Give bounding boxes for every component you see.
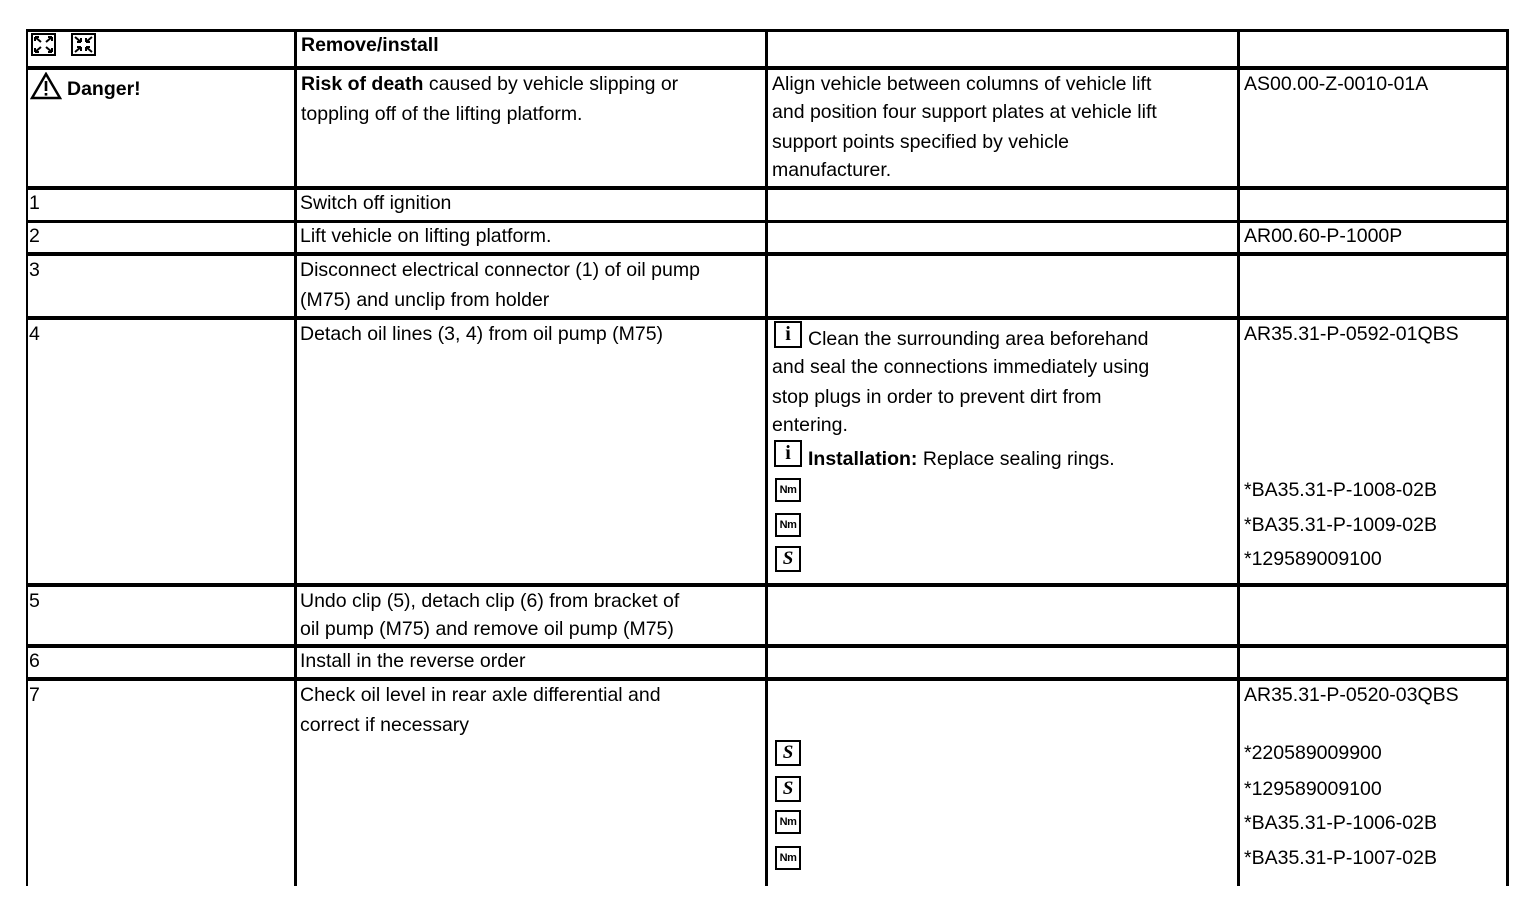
torque-ref-link[interactable]: *BA35.31-P-1009-02B — [1244, 514, 1437, 536]
warning-triangle-icon — [30, 72, 62, 106]
column-divider-2 — [765, 29, 768, 886]
torque-icon[interactable]: Nm — [775, 846, 801, 870]
step-number: 5 — [29, 590, 40, 612]
column-divider-1 — [294, 29, 297, 886]
step-number: 2 — [29, 225, 40, 247]
step-number: 3 — [29, 259, 40, 281]
torque-ref-link[interactable]: *BA35.31-P-1007-02B — [1244, 847, 1437, 869]
note-text: Clean the surrounding area beforehand — [808, 328, 1149, 350]
step-ref-link[interactable]: AR35.31-P-0592-01QBS — [1244, 323, 1459, 345]
note-text: stop plugs in order to prevent dirt from — [772, 386, 1102, 408]
special-tool-icon[interactable]: S — [775, 776, 801, 802]
step-text: oil pump (M75) and remove oil pump (M75) — [300, 618, 674, 640]
torque-icon[interactable]: Nm — [775, 513, 801, 537]
tool-ref-link[interactable]: *220589009900 — [1244, 742, 1382, 764]
tool-ref-link[interactable]: *129589009100 — [1244, 548, 1382, 570]
step-ref-link[interactable]: AR00.60-P-1000P — [1244, 225, 1403, 247]
table-border-left — [26, 29, 28, 886]
row-divider — [26, 252, 1509, 256]
special-tool-icon[interactable]: S — [775, 740, 801, 766]
note-text: entering. — [772, 414, 848, 436]
note-text: and seal the connections immediately using — [772, 356, 1150, 378]
risk-text-line1: Risk of death caused by vehicle slipping or — [301, 73, 679, 95]
row-divider — [26, 29, 1509, 32]
table-border-right — [1506, 29, 1509, 886]
expand-arrows-icon[interactable] — [31, 33, 56, 56]
torque-icon[interactable]: Nm — [775, 810, 801, 834]
row-divider — [26, 186, 1509, 190]
danger-instruction-line: and position four support plates at vehicle lift — [772, 101, 1157, 123]
danger-instruction-line: manufacturer. — [772, 159, 892, 181]
torque-ref-link[interactable]: *BA35.31-P-1006-02B — [1244, 812, 1437, 834]
step-number: 4 — [29, 323, 40, 345]
risk-text-line2: toppling off of the lifting platform. — [301, 103, 583, 125]
collapse-arrows-icon[interactable] — [71, 33, 96, 56]
special-tool-icon[interactable]: S — [775, 546, 801, 572]
step-text: Check oil level in rear axle differential and — [300, 684, 661, 706]
step-text: Switch off ignition — [300, 192, 452, 214]
danger-label: Danger! — [67, 78, 141, 100]
danger-instruction-line: support points specified by vehicle — [772, 131, 1070, 153]
step-text: (M75) and unclip from holder — [300, 289, 550, 311]
page-title: Remove/install — [301, 34, 439, 56]
step-ref-link[interactable]: AR35.31-P-0520-03QBS — [1244, 684, 1459, 706]
step-number: 7 — [29, 684, 40, 706]
tool-ref-link[interactable]: *129589009100 — [1244, 778, 1382, 800]
step-text: Detach oil lines (3, 4) from oil pump (M75) — [300, 323, 664, 345]
row-divider — [26, 583, 1509, 587]
info-icon: i — [774, 321, 802, 348]
step-text: Undo clip (5), detach clip (6) from bracket of — [300, 590, 680, 612]
info-icon: i — [774, 440, 802, 467]
step-number: 1 — [29, 192, 40, 214]
torque-ref-link[interactable]: *BA35.31-P-1008-02B — [1244, 479, 1437, 501]
step-text: Lift vehicle on lifting platform. — [300, 225, 552, 247]
danger-ref-link[interactable]: AS00.00-Z-0010-01A — [1244, 73, 1429, 95]
step-text: Disconnect electrical connector (1) of oil pump — [300, 259, 700, 281]
column-divider-3 — [1237, 29, 1240, 886]
danger-instruction-line: Align vehicle between columns of vehicle lift — [772, 73, 1152, 95]
step-text: Install in the reverse order — [300, 650, 526, 672]
row-divider — [26, 644, 1509, 648]
step-text: correct if necessary — [300, 714, 470, 736]
installation-note: Installation: Replace sealing rings. — [808, 448, 1115, 470]
step-number: 6 — [29, 650, 40, 672]
torque-icon[interactable]: Nm — [775, 478, 801, 502]
